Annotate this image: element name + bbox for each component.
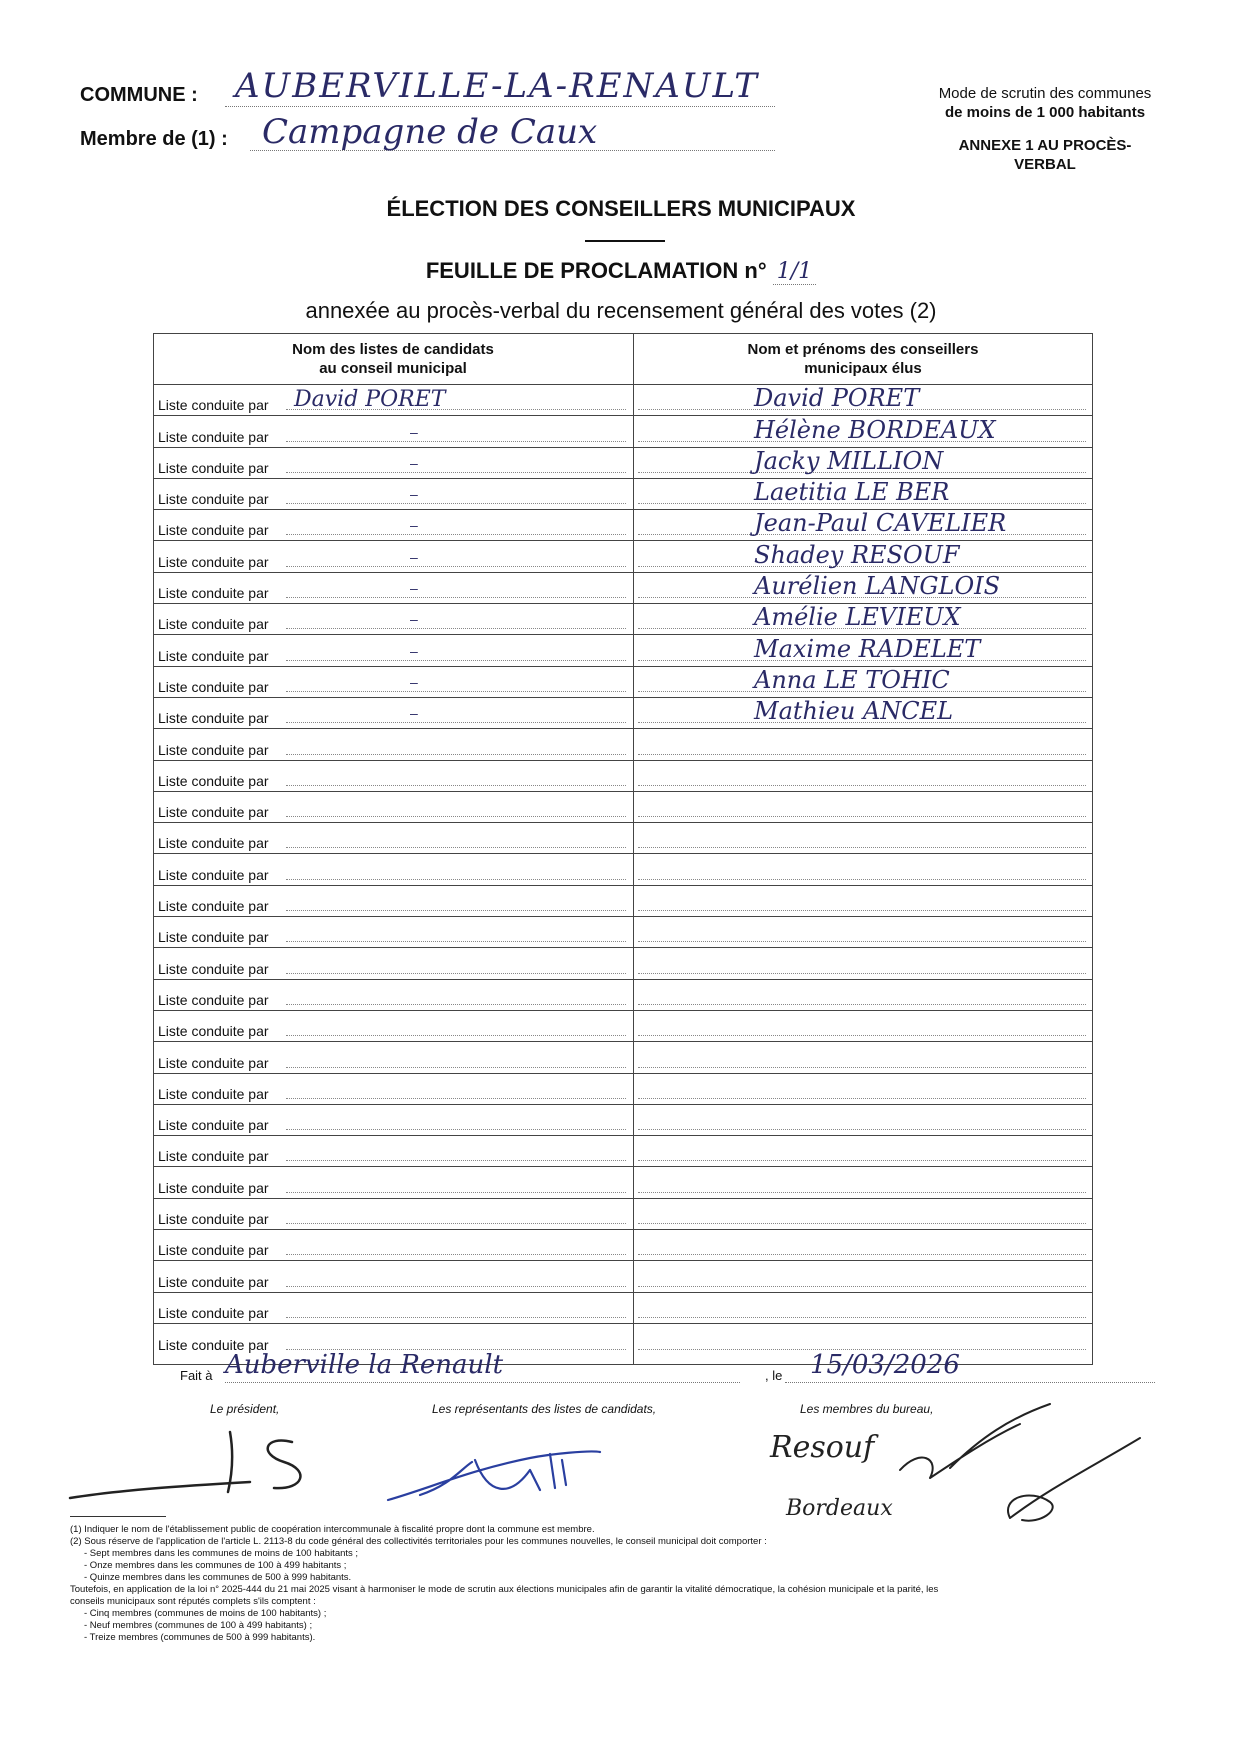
elected-dotted-line xyxy=(638,1160,1086,1161)
elected-councillor-name: Shadey RESOUF xyxy=(754,540,960,569)
footnote-line: - Onze membres dans les communes de 100 à 499 habitants ; xyxy=(84,1560,347,1571)
col-header-lists xyxy=(153,340,633,378)
row-label: Liste conduite par xyxy=(158,616,269,633)
sig-bordeaux: Bordeaux xyxy=(786,1496,893,1521)
list-dotted-line xyxy=(286,1254,626,1255)
table-row xyxy=(154,573,1092,604)
row-label: Liste conduite par xyxy=(158,1304,269,1321)
elected-dotted-line xyxy=(638,1192,1086,1193)
elected-dotted-line xyxy=(638,1004,1086,1005)
row-label: Liste conduite par xyxy=(158,1273,269,1290)
list-leader-name: David PORET xyxy=(294,387,446,413)
list-dotted-line xyxy=(286,879,626,880)
table-row xyxy=(154,510,1092,541)
row-label: Liste conduite par xyxy=(158,991,269,1008)
list-dotted-line xyxy=(286,1317,626,1318)
row-label: Liste conduite par xyxy=(158,898,269,915)
annexe-line-2: VERBAL xyxy=(1014,156,1076,173)
col-header-elected-line2: municipaux élus xyxy=(804,360,922,377)
elected-councillor-name: Aurélien LANGLOIS xyxy=(754,572,1001,601)
annexee-line: annexée au procès-verbal du recensement général des votes (2) xyxy=(305,298,937,323)
col-header-lists-line1: Nom des listes de candidats xyxy=(292,341,494,358)
col-header-elected xyxy=(633,340,1093,378)
row-label: Liste conduite par xyxy=(158,835,269,852)
list-dotted-line xyxy=(286,1160,626,1161)
elected-dotted-line xyxy=(638,785,1086,786)
row-label: Liste conduite par xyxy=(158,585,269,602)
fait-a-dotted-line xyxy=(225,1382,740,1383)
representant-signature xyxy=(380,1440,610,1510)
list-dotted-line xyxy=(286,1098,626,1099)
subtitle xyxy=(0,258,1242,284)
membre-label: Membre de (1) : xyxy=(80,128,228,150)
table-row xyxy=(154,886,1092,917)
table-row xyxy=(154,1293,1092,1324)
list-dotted-line xyxy=(286,1129,626,1130)
ditto-mark: – xyxy=(410,673,418,690)
table-row xyxy=(154,1168,1092,1199)
list-dotted-line xyxy=(286,472,626,473)
elected-dotted-line xyxy=(638,1286,1086,1287)
elected-dotted-line xyxy=(638,1098,1086,1099)
ditto-mark: – xyxy=(410,423,418,440)
list-dotted-line xyxy=(286,1286,626,1287)
list-dotted-line xyxy=(286,1035,626,1036)
list-dotted-line xyxy=(286,1223,626,1224)
row-label: Liste conduite par xyxy=(158,1211,269,1228)
sheet-number: 1/1 xyxy=(773,259,816,285)
ditto-mark: – xyxy=(410,642,418,659)
table-row xyxy=(154,479,1092,510)
date-value: 15/03/2026 xyxy=(810,1350,960,1380)
row-label: Liste conduite par xyxy=(158,772,269,789)
ditto-mark: – xyxy=(410,486,418,503)
row-label: Liste conduite par xyxy=(158,647,269,664)
row-label: Liste conduite par xyxy=(158,929,269,946)
row-label: Liste conduite par xyxy=(158,397,269,414)
row-label: Liste conduite par xyxy=(158,1085,269,1102)
row-label: Liste conduite par xyxy=(158,491,269,508)
table-row xyxy=(154,1042,1092,1073)
table-row xyxy=(154,948,1092,979)
table-row xyxy=(154,761,1092,792)
list-dotted-line xyxy=(286,941,626,942)
table-row xyxy=(154,855,1092,886)
sig-resouf: Resouf xyxy=(770,1430,875,1465)
footnote-rule xyxy=(70,1516,166,1517)
list-dotted-line xyxy=(286,503,626,504)
elected-dotted-line xyxy=(638,973,1086,974)
elected-dotted-line xyxy=(638,754,1086,755)
row-label: Liste conduite par xyxy=(158,459,269,476)
list-dotted-line xyxy=(286,910,626,911)
table-row xyxy=(154,1105,1092,1136)
ditto-mark: – xyxy=(410,548,418,565)
table-row xyxy=(154,604,1092,635)
table-row xyxy=(154,698,1092,729)
elected-dotted-line xyxy=(638,1223,1086,1224)
table-row xyxy=(154,1074,1092,1105)
list-dotted-line xyxy=(286,1067,626,1068)
elected-dotted-line xyxy=(638,910,1086,911)
commune-value: AUBERVILLE-LA-RENAULT xyxy=(235,66,759,106)
ditto-mark: – xyxy=(410,517,418,534)
row-label: Liste conduite par xyxy=(158,866,269,883)
list-dotted-line xyxy=(286,1192,626,1193)
row-label: Liste conduite par xyxy=(158,710,269,727)
elected-dotted-line xyxy=(638,1035,1086,1036)
elected-dotted-line xyxy=(638,1129,1086,1130)
list-dotted-line xyxy=(286,785,626,786)
row-label: Liste conduite par xyxy=(158,1242,269,1259)
elected-councillor-name: David PORET xyxy=(754,384,920,413)
mode-line-1: Mode de scrutin des communes xyxy=(938,85,1152,102)
table-row xyxy=(154,385,1092,416)
header-right-block xyxy=(900,84,1190,174)
table-row xyxy=(154,729,1092,760)
membres-label: Les membres du bureau, xyxy=(800,1402,934,1416)
elected-dotted-line xyxy=(638,847,1086,848)
table-row xyxy=(154,823,1092,854)
row-label: Liste conduite par xyxy=(158,1337,269,1354)
table-row xyxy=(154,667,1092,698)
list-dotted-line xyxy=(286,754,626,755)
elected-dotted-line xyxy=(638,816,1086,817)
row-label: Liste conduite par xyxy=(158,553,269,570)
row-label: Liste conduite par xyxy=(158,1179,269,1196)
table-row xyxy=(154,448,1092,479)
list-dotted-line xyxy=(286,628,626,629)
footnote-line: Toutefois, en application de la loi n° 2025-444 du 21 mai 2025 visant à harmoniser le mode de scrutin aux élections municipales afin de garantir la vitalité démocratique, la cohésion municipale et la parité, les xyxy=(70,1584,939,1595)
list-dotted-line xyxy=(286,691,626,692)
row-label: Liste conduite par xyxy=(158,960,269,977)
list-dotted-line xyxy=(286,534,626,535)
table-row xyxy=(154,635,1092,666)
elected-councillor-name: Mathieu ANCEL xyxy=(754,697,954,726)
subtitle-prefix: FEUILLE DE PROCLAMATION n° xyxy=(425,258,767,283)
table-row xyxy=(154,542,1092,573)
row-label: Liste conduite par xyxy=(158,522,269,539)
row-label: Liste conduite par xyxy=(158,1054,269,1071)
list-dotted-line xyxy=(286,441,626,442)
membre-value: Campagne de Caux xyxy=(262,112,598,152)
elected-councillor-name: Amélie LEVIEUX xyxy=(754,603,961,632)
list-dotted-line xyxy=(286,722,626,723)
ditto-mark: – xyxy=(410,580,418,597)
footnote-line: - Treize membres (communes de 500 à 999 habitants). xyxy=(84,1632,316,1643)
row-label: Liste conduite par xyxy=(158,1117,269,1134)
row-label: Liste conduite par xyxy=(158,804,269,821)
table-row xyxy=(154,1261,1092,1292)
table-row xyxy=(154,980,1092,1011)
col-header-lists-line2: au conseil municipal xyxy=(319,360,467,377)
page-title: ÉLECTION DES CONSEILLERS MUNICIPAUX xyxy=(386,196,856,221)
footnote-line: - Cinq membres (communes de moins de 100 habitants) ; xyxy=(84,1608,327,1619)
elected-dotted-line xyxy=(638,1254,1086,1255)
title-rule xyxy=(585,240,665,242)
elected-councillor-name: Laetitia LE BER xyxy=(754,478,950,507)
table-row xyxy=(154,1199,1092,1230)
footnote-line: conseils municipaux sont réputés complets s'ils comptent : xyxy=(70,1596,316,1607)
footnotes xyxy=(70,1524,1170,1644)
elected-dotted-line xyxy=(638,879,1086,880)
date-label: , le xyxy=(765,1368,783,1383)
commune-label: COMMUNE : xyxy=(80,84,198,106)
table-row xyxy=(154,1230,1092,1261)
date-dotted-line xyxy=(785,1382,1155,1383)
row-label: Liste conduite par xyxy=(158,428,269,445)
row-label: Liste conduite par xyxy=(158,1148,269,1165)
row-label: Liste conduite par xyxy=(158,1023,269,1040)
table-row xyxy=(154,917,1092,948)
ditto-mark: – xyxy=(410,454,418,471)
list-dotted-line xyxy=(286,660,626,661)
mode-line-2: de moins de 1 000 habitants xyxy=(944,104,1146,121)
footnote-line: - Neuf membres (communes de 100 à 499 habitants) ; xyxy=(84,1620,313,1631)
row-label: Liste conduite par xyxy=(158,678,269,695)
elected-dotted-line xyxy=(638,941,1086,942)
ditto-mark: – xyxy=(410,705,418,722)
list-dotted-line xyxy=(286,973,626,974)
annexe-line-1: ANNEXE 1 AU PROCÈS- xyxy=(958,137,1132,154)
table-row xyxy=(154,1136,1092,1167)
table-row xyxy=(154,792,1092,823)
list-dotted-line xyxy=(286,847,626,848)
list-dotted-line xyxy=(286,1004,626,1005)
elected-councillor-name: Jacky MILLION xyxy=(754,446,944,475)
president-signature xyxy=(60,1420,380,1510)
list-dotted-line xyxy=(286,816,626,817)
president-label: Le président, xyxy=(210,1402,280,1416)
elected-dotted-line xyxy=(638,1317,1086,1318)
fait-a-label: Fait à xyxy=(180,1368,213,1383)
elected-councillor-name: Maxime RADELET xyxy=(754,634,981,663)
footnote-line: (2) Sous réserve de l'application de l'article L. 2113-8 du code général des collectivités territoriales pour les communes nouvelles, le conseil municipal doit comporter : xyxy=(70,1536,767,1547)
row-label: Liste conduite par xyxy=(158,741,269,758)
elected-dotted-line xyxy=(638,1067,1086,1068)
representants-label: Les représentants des listes de candidats, xyxy=(432,1402,657,1416)
elected-councillor-name: Hélène BORDEAUX xyxy=(754,415,996,444)
elected-councillor-name: Anna LE TOHIC xyxy=(754,665,950,694)
footnote-line: - Quinze membres dans les communes de 500 à 999 habitants. xyxy=(84,1572,352,1583)
elected-councillor-name: Jean-Paul CAVELIER xyxy=(754,509,1007,538)
list-dotted-line xyxy=(286,597,626,598)
footnote-line: (1) Indiquer le nom de l'établissement public de coopération intercommunale à fiscalité propre dont la commune est membre. xyxy=(70,1524,595,1535)
ditto-mark: – xyxy=(410,611,418,628)
fait-a-value: Auberville la Renault xyxy=(225,1350,504,1380)
footnote-line: - Sept membres dans les communes de moins de 100 habitants ; xyxy=(84,1548,359,1559)
col-header-elected-line1: Nom et prénoms des conseillers xyxy=(747,341,979,358)
table-row xyxy=(154,1011,1092,1042)
commune-dotted-line xyxy=(225,106,775,107)
table-row xyxy=(154,416,1092,447)
list-dotted-line xyxy=(286,566,626,567)
